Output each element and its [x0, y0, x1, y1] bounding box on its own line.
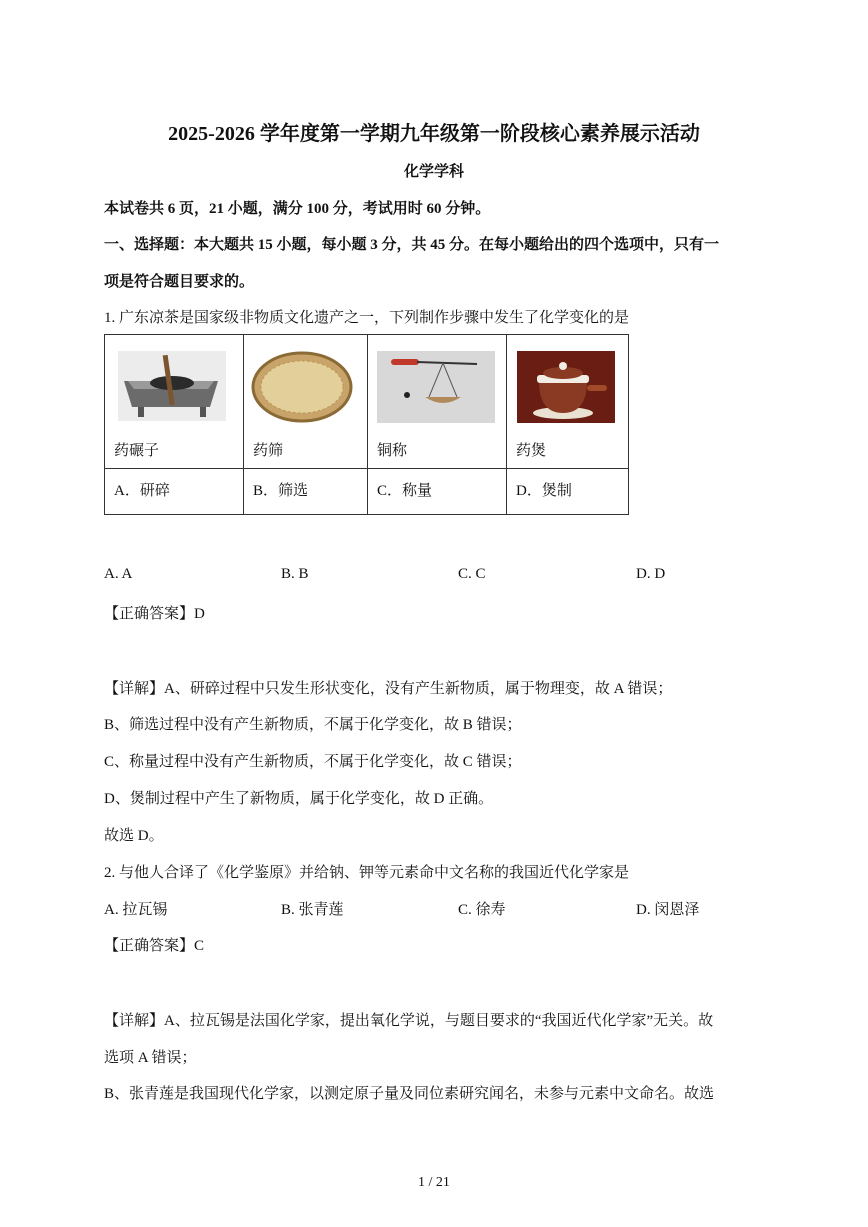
tool-cell-4	[507, 335, 629, 469]
q1-explain-line: D、煲制过程中产生了新物质，属于化学变化，故 D 正确。	[104, 791, 494, 807]
q1-choice-c: C. C	[458, 566, 486, 582]
q1-explain-line: 【详解】A、研碎过程中只发生形状变化，没有产生新物质，属于物理变，故 A 错误；	[104, 681, 673, 697]
q1-explain-line: 故选 D。	[104, 828, 164, 844]
q1-explain-line: B、筛选过程中没有产生新物质，不属于化学变化，故 B 错误；	[104, 717, 522, 733]
copper-scale-image	[377, 351, 495, 423]
q2-explain-line: 选项 A 错误；	[104, 1050, 197, 1066]
exam-info: 本试卷共 6 页，21 小题，满分 100 分，考试用时 60 分钟。	[104, 201, 491, 217]
tool-cell-3	[368, 335, 507, 469]
step-cell-a: A．研碎	[105, 469, 244, 515]
section-heading-line2: 项是符合题目要求的。	[104, 274, 255, 290]
step-cell-d: D．煲制	[507, 469, 629, 515]
q2-explain-line: 【详解】A、拉瓦锡是法国化学家，提出氧化学说，与题目要求的“我国近代化学家”无关。故	[104, 1013, 714, 1029]
tool-label-grinder: 药碾子	[114, 443, 160, 459]
tool-label-pot: 药煲	[516, 443, 547, 459]
q2-choice-a: A. 拉瓦锡	[104, 902, 168, 918]
q1-explain-line: C、称量过程中没有产生新物质，不属于化学变化，故 C 错误；	[104, 754, 522, 770]
q1-answer: 【正确答案】D	[104, 606, 205, 622]
q2-answer: 【正确答案】C	[104, 938, 205, 954]
q1-choice-d: D. D	[636, 566, 666, 582]
sieve-basket-image	[251, 349, 353, 427]
q1-choice-a: A. A	[104, 566, 133, 582]
q2-choice-c: C. 徐寿	[458, 902, 506, 918]
section-heading-line1: 一、选择题：本大题共 15 小题，每小题 3 分，共 45 分。在每小题给出的四个选项中，只有一	[104, 237, 720, 253]
q2-choice-b: B. 张青莲	[281, 902, 344, 918]
page-number: 1 / 21	[418, 1175, 450, 1190]
step-cell-b: B．筛选	[244, 469, 368, 515]
q2-explain-line: B、张青莲是我国现代化学家，以测定原子量及同位素研究闻名，未参与元素中文命名。故选	[104, 1086, 715, 1102]
question-1-stem: 1. 广东凉茶是国家级非物质文化遗产之一，下列制作步骤中发生了化学变化的是	[104, 310, 630, 326]
question-2-stem: 2. 与他人合译了《化学鉴原》并给钠、钾等元素命中文名称的我国近代化学家是	[104, 865, 630, 881]
document-title: 2025-2026 学年度第一学期九年级第一阶段核心素养展示活动	[168, 123, 700, 145]
step-cell-c: C．称量	[368, 469, 507, 515]
question-1-table	[104, 334, 629, 515]
q1-choice-b: B. B	[281, 566, 309, 582]
tool-label-scale: 铜称	[377, 443, 408, 459]
medicine-pot-image	[517, 351, 615, 423]
q2-choice-d: D. 闵恩泽	[636, 902, 700, 918]
tool-cell-2	[244, 335, 368, 469]
tool-label-sieve: 药筛	[253, 443, 284, 459]
medicine-grinder-image	[118, 351, 226, 421]
subject-title: 化学学科	[403, 164, 464, 180]
tool-cell-1	[105, 335, 244, 469]
